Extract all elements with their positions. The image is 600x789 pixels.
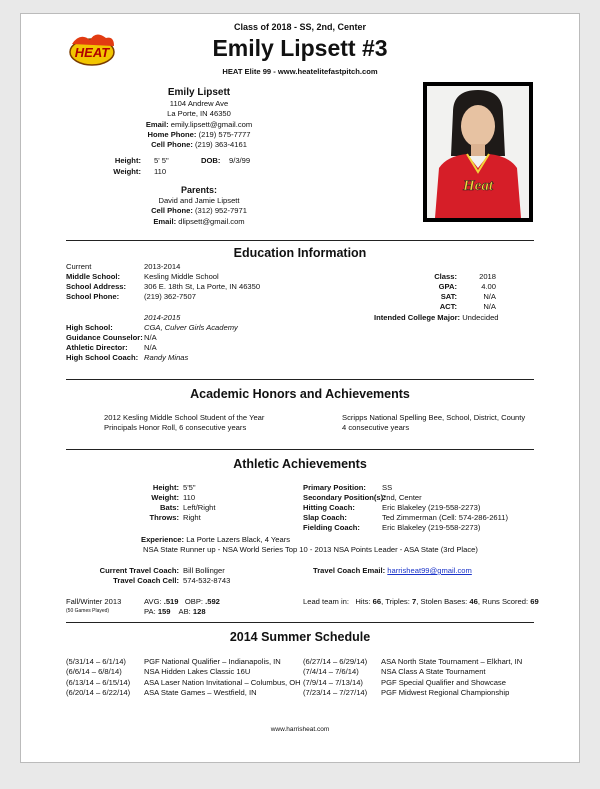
parents-cell: (312) 952-7971 [194, 206, 247, 216]
stats-sb-label: Stolen Bases: [420, 597, 468, 606]
logo-text: HEAT [74, 45, 110, 60]
contact-address1: 1104 Andrew Ave [169, 99, 229, 108]
stats-season: Fall/Winter 2013 [66, 597, 122, 606]
stats-runs: 69 [530, 597, 539, 606]
contact-email-row [99, 120, 299, 130]
schedule-item [66, 688, 301, 698]
edu-guidance-label: Guidance Counselor: [66, 333, 143, 342]
ath-throws-label: Throws: [149, 513, 179, 522]
contact-address2: La Porte, IN 46350 [167, 109, 231, 119]
schedule-dates: (7/23/14 – 7/27/14) [303, 687, 368, 697]
stats-pa-row [144, 607, 206, 617]
schedule-item [303, 657, 522, 667]
player-name-title: Emily Lipsett #3 [212, 35, 388, 61]
edu-major-row [374, 313, 499, 323]
dob-value: 9/3/99 [229, 156, 251, 165]
edu-ms-label: Middle School: [66, 272, 120, 281]
edu-hs: CGA, Culver Girls Academy [144, 323, 238, 332]
parents-block [99, 184, 299, 227]
ath-secondary: 2nd, Center [382, 493, 422, 502]
schedule-dates: (6/6/14 – 6/8/14) [66, 667, 122, 677]
ath-weight-label: Weight: [151, 493, 179, 502]
ath-height: 5'5" [183, 483, 196, 492]
divider-athletic [66, 449, 534, 450]
edu-future-years: 2014-2015 [144, 313, 181, 322]
schedule-event: NSA Class A State Tournament [381, 667, 486, 677]
schedule-dates: (6/13/14 – 6/15/14) [66, 677, 131, 687]
edu-major-label: Intended College Major: [374, 313, 461, 322]
edu-coach-label: High School Coach: [66, 353, 139, 362]
travel-email-link[interactable]: harrisheat99@gmail.com [387, 566, 472, 575]
edu-guidance: N/A [144, 333, 157, 342]
ath-secondary-label: Secondary Position(s): [303, 493, 386, 502]
stats-ab-label: AB: [178, 607, 191, 616]
team-line [21, 67, 579, 76]
photo-content [427, 86, 529, 218]
edu-major: Undecided [462, 313, 499, 322]
class-line: Class of 2018 - SS, 2nd, Center [233, 22, 367, 32]
stats-avg-label: AVG: [144, 597, 162, 606]
footer-url: www.harrisheat.com [270, 726, 330, 733]
ath-weight: 110 [183, 493, 196, 502]
edu-ms: Kesling Middle School [144, 272, 219, 281]
travel-email-row [313, 566, 472, 576]
jersey-text: Heat [463, 178, 493, 194]
edu-addr-label: School Address: [66, 282, 127, 291]
schedule-item [303, 688, 522, 698]
edu-sat: N/A [483, 292, 496, 301]
schedule-item [66, 678, 301, 688]
schedule-event: PGF National Qualifier – Indianapolis, IN [144, 657, 281, 666]
stats-avg-row [144, 597, 220, 607]
schedule-item [303, 678, 522, 688]
schedule-event: ASA North State Tournament – Elkhart, IN [381, 657, 523, 666]
stats-sb: 46 [469, 597, 478, 606]
ath-fielding-label: Fielding Coach: [303, 523, 360, 532]
ath-experience: La Porte Lazers Black, 4 Years [186, 535, 291, 544]
ath-experience-label: Experience: [141, 535, 185, 544]
edu-hs-label: High School: [66, 323, 113, 332]
schedule-dates: (6/27/14 – 6/29/14) [303, 657, 368, 666]
parents-email-row [99, 217, 299, 227]
edu-current-label: Current [66, 262, 92, 271]
weight-value: 110 [154, 167, 167, 176]
schedule-event: PGF Midwest Regional Championship [381, 687, 510, 697]
dob-label: DOB: [201, 156, 221, 165]
edu-ad-label: Athletic Director: [66, 343, 128, 352]
edu-ad: N/A [144, 343, 157, 352]
schedule-dates: (7/4/14 – 7/6/14) [303, 667, 359, 677]
parents-title: Parents: [180, 185, 217, 195]
stats-runs-label: Runs Scored: [482, 597, 529, 606]
edu-class: 2018 [479, 272, 496, 281]
contact-cell-phone: (219) 363-4161 [194, 140, 247, 150]
contact-block [99, 86, 299, 150]
ath-experience-2: NSA State Runner up - NSA World Series Top 10 - 2013 NSA Points Leader - ASA State (3rd Place) [143, 545, 478, 554]
honors-right-2: 4 consecutive years [342, 423, 410, 432]
schedule-dates: (7/9/14 – 7/13/14) [303, 677, 363, 687]
schedule-title: 2014 Summer Schedule [229, 630, 371, 644]
ath-hitting-label: Hitting Coach: [303, 503, 355, 512]
edu-gpa: 4.00 [481, 282, 496, 291]
edu-phone-label: School Phone: [66, 292, 120, 301]
stats-obp-label: OBP: [184, 597, 203, 606]
schedule-event: ASA State Games – Westfield, IN [144, 687, 257, 697]
stats-ab: 128 [192, 607, 206, 616]
schedule-event: ASA Laser Nation Invitational – Columbus, OH [144, 677, 301, 687]
travel-cell: 574-532-8743 [183, 576, 231, 585]
travel-email-label: Travel Coach Email: [313, 566, 386, 575]
team-line-text: HEAT Elite 99 - www.heatelitefastpitch.com [222, 67, 378, 76]
honors-title: Academic Honors and Achievements [190, 387, 410, 401]
edu-sat-label: SAT: [440, 292, 457, 301]
ath-throws: Right [183, 513, 201, 522]
schedule-event: PGF Special Qualifier and Showcase [381, 677, 506, 687]
parents-email: dlipsett@gmail.com [178, 216, 245, 226]
stats-pa: 159 [157, 607, 171, 616]
edu-addr: 306 E. 18th St, La Porte, IN 46350 [144, 282, 261, 291]
edu-gpa-label: GPA: [438, 282, 457, 291]
contact-name: Emily Lipsett [167, 87, 231, 98]
contact-home-phone: (219) 575-7777 [198, 129, 251, 139]
height-label: Height: [114, 156, 141, 165]
ath-fielding: Eric Blakeley (219-558-2273) [382, 523, 481, 532]
ath-bats-label: Bats: [160, 503, 179, 512]
player-illustration [427, 86, 529, 218]
contact-cell-row [99, 140, 299, 150]
stats-avg: .519 [163, 597, 179, 606]
schedule-right [303, 657, 522, 698]
honors-left-1: 2012 Kesling Middle School Student of the Year [104, 413, 265, 422]
ath-height-label: Height: [152, 483, 179, 492]
ath-experience-row [141, 535, 290, 545]
honors-right-1: Scripps National Spelling Bee, School, District, County [342, 413, 526, 422]
parents-cell-label: Cell Phone: [151, 206, 193, 216]
travel-cell-label: Travel Coach Cell: [113, 576, 179, 585]
ath-bats: Left/Right [183, 503, 216, 512]
edu-class-label: Class: [434, 272, 457, 281]
stats-lead-label: Lead team in: [303, 597, 350, 606]
divider-education [66, 240, 534, 241]
schedule-item [66, 667, 301, 677]
parents-cell-row [99, 206, 299, 216]
edu-coach: Randy Minas [144, 353, 189, 362]
edu-phone: (219) 362-7507 [144, 292, 196, 301]
weight-label: Weight: [113, 167, 141, 176]
player-photo [423, 82, 533, 222]
ath-primary-label: Primary Position: [303, 483, 366, 492]
contact-email: emily.lipsett@gmail.com [170, 119, 253, 129]
parents-email-label: Email: [153, 216, 177, 226]
resume-page [20, 13, 580, 763]
schedule-event: NSA Hidden Lakes Classic 16U [144, 667, 251, 677]
ath-primary: SS [382, 483, 393, 492]
parents-names: David and Jamie Lipsett [158, 196, 240, 205]
stats-lead-row: Lead team in: Hits: 66, Triples: 7, Stolen Bases: 46, Runs Scored: 69 [303, 597, 539, 606]
divider-honors [66, 379, 534, 380]
schedule-dates: (5/31/14 – 6/1/14) [66, 657, 126, 666]
edu-act: N/A [483, 302, 496, 311]
schedule-dates: (6/20/14 – 6/22/14) [66, 687, 131, 697]
schedule-left [66, 657, 301, 698]
athletic-title: Athletic Achievements [233, 457, 367, 471]
edu-act-label: ACT: [439, 302, 457, 311]
contact-home-label: Home Phone: [147, 129, 197, 139]
ath-slap-label: Slap Coach: [303, 513, 347, 522]
travel-coach: Bill Bollinger [183, 566, 225, 575]
contact-email-label: Email: [145, 119, 169, 129]
stats-games: (50 Games Played) [66, 608, 110, 614]
stats-pa-label: PA: [144, 607, 156, 616]
contact-home-row [99, 130, 299, 140]
stats-hits-label: Hits: [355, 597, 371, 606]
schedule-item [303, 667, 522, 677]
stats-obp: .592 [205, 597, 220, 606]
edu-current-years: 2013-2014 [144, 262, 181, 271]
schedule-item [66, 657, 301, 667]
contact-cell-label: Cell Phone: [151, 140, 193, 150]
education-title: Education Information [233, 246, 367, 260]
height-value: 5' 5" [154, 156, 169, 165]
divider-schedule [66, 622, 534, 623]
stats-hits: 66 [372, 597, 382, 606]
stats-triples-label: Triples: [385, 597, 410, 606]
honors-left-2: Principals Honor Roll, 6 consecutive years [104, 423, 247, 432]
stats-triples: 7 [411, 597, 417, 606]
ath-slap: Ted Zimmerman (Cell: 574-286-2611) [382, 513, 509, 522]
travel-coach-label: Current Travel Coach: [99, 566, 179, 575]
ath-hitting: Eric Blakeley (219-558-2273) [382, 503, 481, 512]
